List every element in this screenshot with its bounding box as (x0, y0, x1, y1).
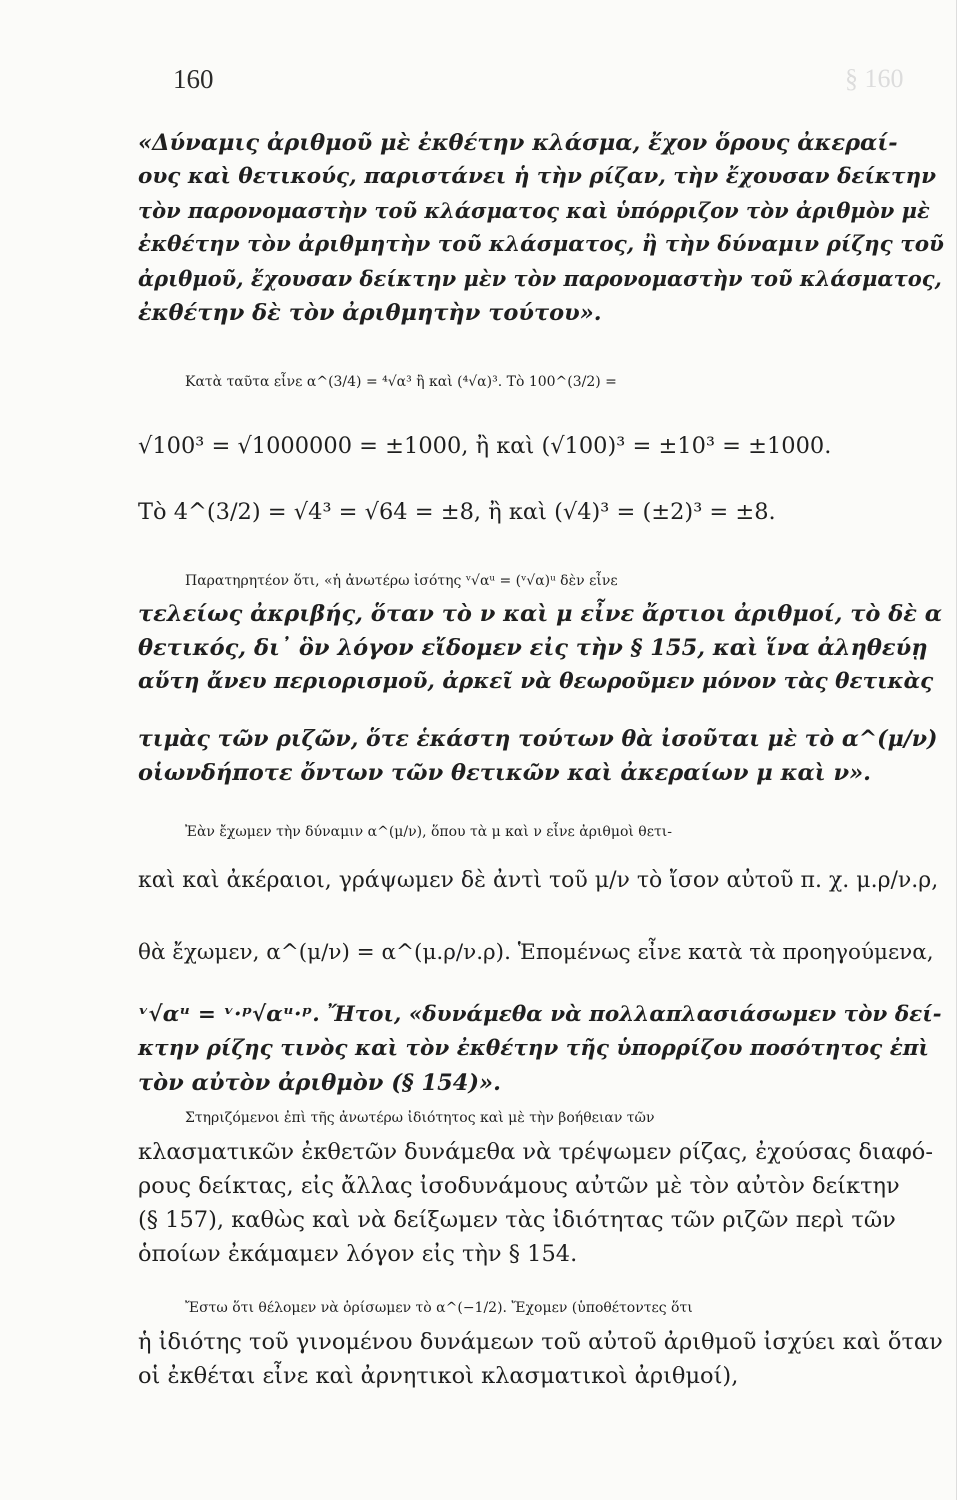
theorem-line: θὰ ἔχωμεν, α^(μ/ν) = α^(μ.ρ/ν.ρ). Ἑπομένως εἶνε κατὰ τὰ προηγούμενα, (138, 940, 934, 965)
page-number: 160 (173, 64, 214, 94)
example-line: √100³ = √1000000 = ±1000, ἢ καὶ (√100)³ = ±10³ = ±1000. (138, 433, 832, 459)
negative-exponent-line: οἱ ἐκθέται εἶνε καὶ ἀρνητικοὶ κλασματικοὶ ἀριθμοί), (138, 1363, 739, 1389)
application-line: ὁποίων ἐκάμαμεν λόγον εἰς τὴν § 154. (138, 1241, 578, 1267)
application-line: Στηριζόμενοι ἐπὶ τῆς ἀνωτέρω ἰδιότητος καὶ μὲ τὴν βοήθειαν τῶν (185, 1110, 655, 1126)
remark-line: οἱωνδήποτε ὄντων τῶν θετικῶν καὶ ἀκεραίων μ καὶ ν». (138, 760, 871, 786)
definition-line: τὸν παρονομαστὴν τοῦ κλάσματος καὶ ὑπόρριζον τὸν ἀριθμὸν μὲ (138, 198, 930, 223)
theorem-line: ᵛ√αᵘ = ᵛ·ᵖ√αᵘ·ᵖ. Ἤτοι, «δυνάμεθα νὰ πολλαπλασιάσωμεν τὸν δεί- (138, 1002, 942, 1027)
definition-line: ους καὶ θετικούς, παριστάνει ἡ τὴν ρίζαν, τὴν ἔχουσαν δείκτην (138, 164, 937, 189)
definition-line: ἀριθμοῦ, ἔχουσαν δείκτην μὲν τὸν παρονομαστὴν τοῦ κλάσματος, (138, 266, 942, 291)
definition-line: «Δύναμις ἀριθμοῦ μὲ ἐκθέτην κλάσμα, ἔχον ὅρους ἀκεραί- (138, 130, 898, 156)
theorem-line: Ἐὰν ἔχωμεν τὴν δύναμιν α^(μ/ν), ὅπου τὰ μ καὶ ν εἶνε ἀριθμοὶ θετι- (185, 824, 672, 840)
remark-line: θετικός, δι᾽ ὃν λόγον εἴδομεν εἰς τὴν § 155, καὶ ἵνα ἀληθεύῃ (138, 635, 928, 661)
theorem-line: καὶ καὶ ἀκέραιοι, γράψωμεν δὲ ἀντὶ τοῦ μ/ν τὸ ἴσον αὐτοῦ π. χ. μ.ρ/ν.ρ, (138, 868, 939, 893)
example-line: Κατὰ ταῦτα εἶνε α^(3/4) = ⁴√α³ ἢ καὶ (⁴√α)³. Τὸ 100^(3/2) = (185, 374, 617, 390)
application-line: ρους δείκτας, εἰς ἄλλας ἰσοδυνάμους αὐτῶν μὲ τὸν αὐτὸν δείκτην (138, 1173, 900, 1199)
theorem-line: κτην ρίζης τινὸς καὶ τὸν ἐκθέτην τῆς ὑπορρίζου ποσότητος ἐπὶ (138, 1036, 929, 1061)
application-line: (§ 157), καθὼς καὶ νὰ δείξωμεν τὰς ἰδιότητας τῶν ριζῶν περὶ τῶν (138, 1207, 896, 1233)
remark-intro: Παρατηρητέον ὅτι, «ἡ ἀνωτέρω ἰσότης ᵛ√αᵘ = (ᵛ√α)ᵘ δὲν εἶνε (185, 573, 618, 589)
application-line: κλασματικῶν ἐκθετῶν δυνάμεθα νὰ τρέψωμεν ρίζας, ἐχούσας διαφό- (138, 1139, 933, 1165)
remark-line: τελείως ἀκριβής, ὅταν τὸ ν καὶ μ εἶνε ἄρτιοι ἀριθμοί, τὸ δὲ α (138, 601, 943, 627)
negative-exponent-line: Ἔστω ὅτι θέλομεν νὰ ὁρίσωμεν τὸ α^(−1/2). Ἔχομεν (ὑποθέτοντες ὅτι (185, 1300, 693, 1316)
remark-line: τιμὰς τῶν ριζῶν, ὅτε ἑκάστη τούτων θὰ ἰσοῦται μὲ τὸ α^(μ/ν) (138, 726, 938, 752)
definition-line: ἐκθέτην τὸν ἀριθμητὴν τοῦ κλάσματος, ἢ τὴν δύναμιν ρίζης τοῦ (138, 232, 944, 257)
definition-line: ἐκθέτην δὲ τὸν ἀριθμητὴν τούτου». (138, 300, 602, 326)
theorem-line: τὸν αὐτὸν ἀριθμὸν (§ 154)». (138, 1070, 501, 1096)
show-through-page-number: § 160 (845, 64, 904, 93)
example-line: Τὸ 4^(3/2) = √4³ = √64 = ±8, ἢ καὶ (√4)³ = (±2)³ = ±8. (138, 499, 776, 525)
negative-exponent-line: ἡ ἰδιότης τοῦ γινομένου δυνάμεων τοῦ αὐτοῦ ἀριθμοῦ ἰσχύει καὶ ὅταν (138, 1329, 943, 1355)
remark-line: αὕτη ἄνευ περιορισμοῦ, ἀρκεῖ νὰ θεωροῦμεν μόνον τὰς θετικὰς (138, 669, 934, 694)
